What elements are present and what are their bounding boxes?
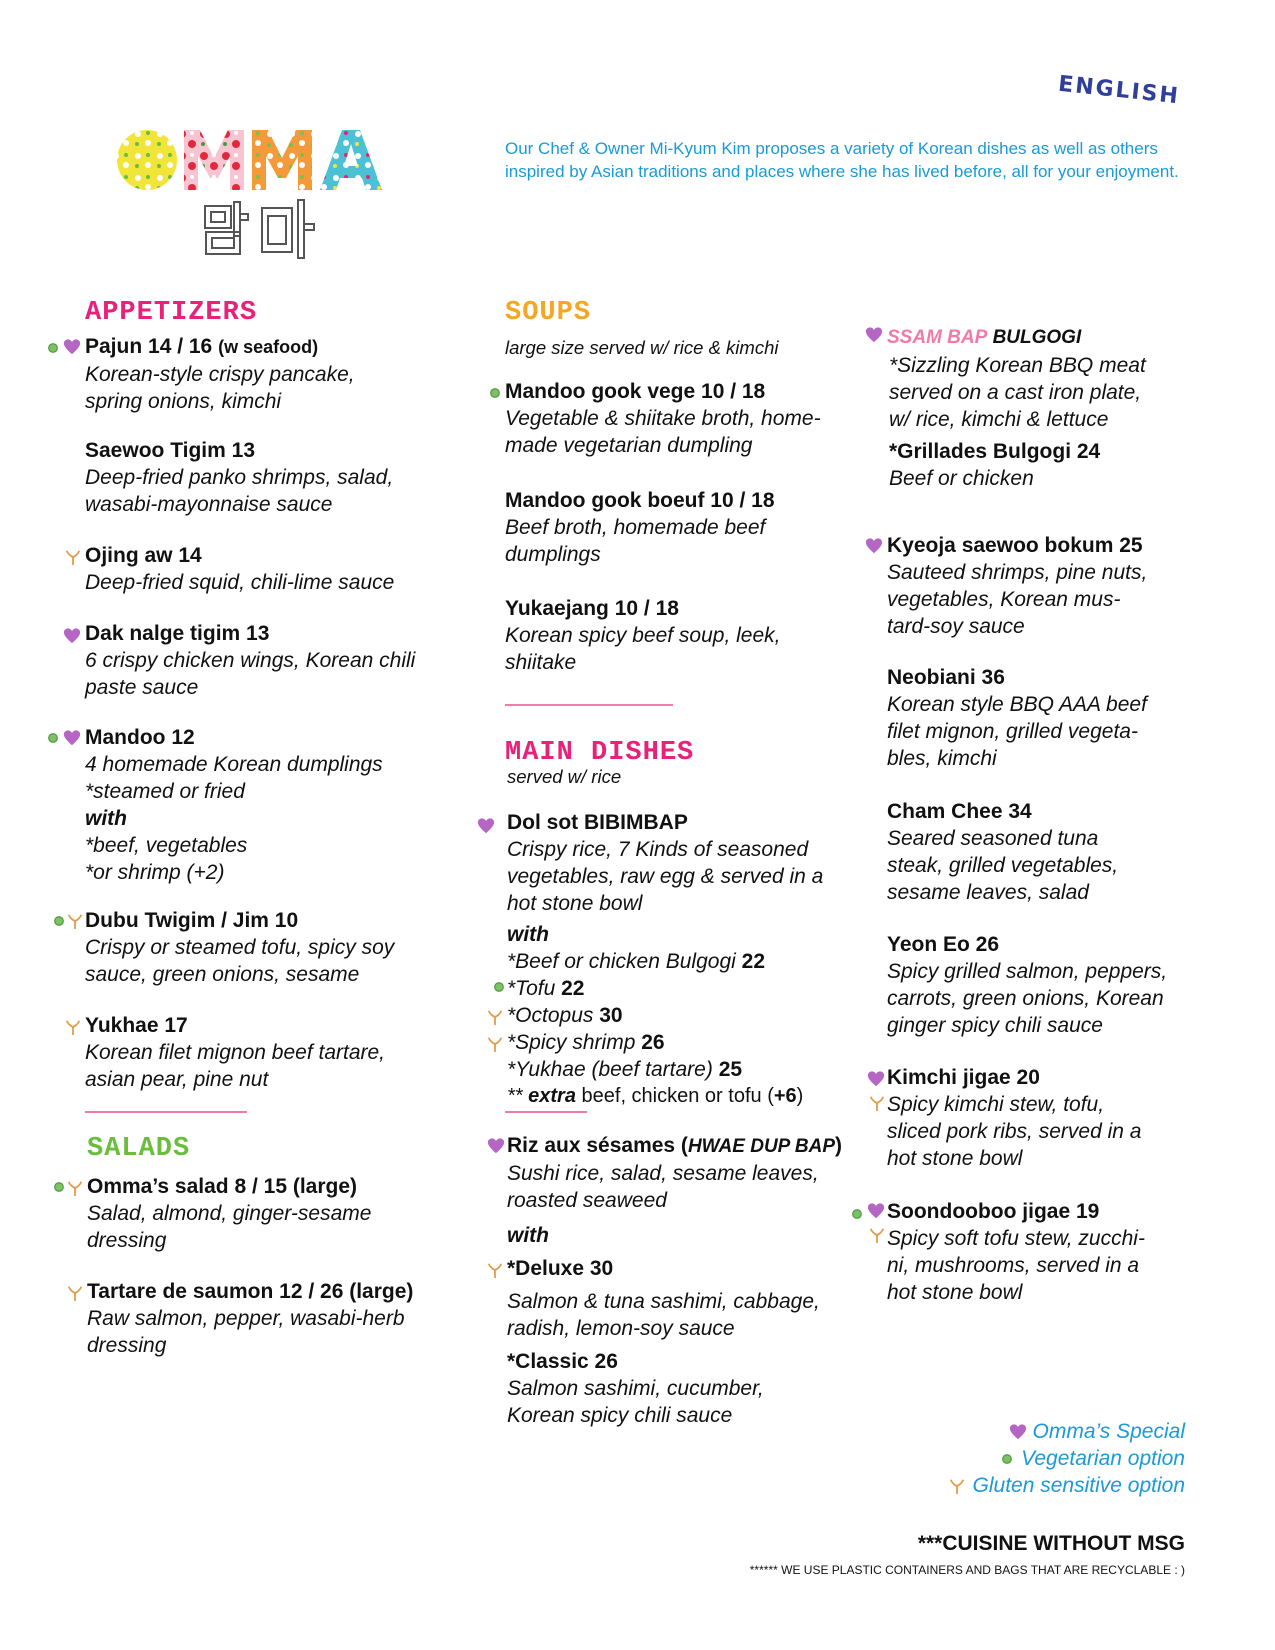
item-with: with xyxy=(85,807,127,830)
item-desc: Crispy rice, 7 Kinds of seasoned xyxy=(507,838,809,861)
legend-special xyxy=(1009,1420,1185,1444)
gluten-sensitive-icon xyxy=(67,1282,85,1304)
pajun-item xyxy=(85,333,355,415)
item-desc: hot stone bowl xyxy=(887,1281,1023,1304)
heart-icon xyxy=(63,728,83,750)
item-desc: Beef broth, homemade beef xyxy=(505,516,766,539)
main-subtitle: served w/ rice xyxy=(507,766,622,787)
option-price: 25 xyxy=(718,1058,743,1081)
deluxe-name: *Deluxe 30 xyxy=(507,1257,614,1280)
item-desc: Korean-style crispy pancake, xyxy=(85,363,355,386)
item-desc: vegetables, Korean mus- xyxy=(887,588,1121,611)
kimchi-jigae-item xyxy=(887,1064,1141,1172)
gluten-sensitive-icon xyxy=(487,1035,503,1053)
extra-paren: ) xyxy=(796,1085,804,1107)
kyeoja-item xyxy=(887,532,1147,640)
option-price: 22 xyxy=(741,950,766,973)
mandoo-vege-item xyxy=(505,378,821,459)
soups-title: SOUPS xyxy=(505,298,592,328)
extra-paren: ( xyxy=(767,1085,774,1107)
item-desc: made vegetarian dumpling xyxy=(505,434,753,457)
item-desc: Korean style BBQ AAA beef xyxy=(887,693,1147,716)
item-desc: Sushi rice, salad, sesame leaves, xyxy=(507,1162,819,1185)
item-desc: 6 crispy chicken wings, Korean chili xyxy=(85,649,416,672)
item-desc: Deep-fried panko shrimps, salad, xyxy=(85,466,394,489)
item-name: Yukaejang 10 / 18 xyxy=(505,597,679,620)
item-name: Mandoo gook vege 10 / 18 xyxy=(505,380,766,403)
heart-icon xyxy=(867,1202,887,1224)
option-name: *Tofu xyxy=(507,977,556,1000)
item-desc: shiitake xyxy=(505,651,577,674)
ssam-bap-label: SSAM BAP xyxy=(887,327,988,348)
gluten-sensitive-icon xyxy=(67,911,85,933)
item-desc: radish, lemon-soy sauce xyxy=(507,1317,735,1340)
item-desc: spring onions, kimchi xyxy=(85,390,282,413)
gluten-sensitive-icon xyxy=(65,546,83,568)
extra-price: +6 xyxy=(773,1085,797,1107)
bulgogi-label: BULGOGI xyxy=(992,327,1082,348)
item-desc: vegetables, raw egg & served in a xyxy=(507,865,824,888)
logo-korean xyxy=(0,0,1,1)
gluten-sensitive-icon xyxy=(949,1476,967,1496)
yukaejang-item xyxy=(505,595,781,676)
item-name: Kimchi jigae 20 xyxy=(887,1066,1040,1089)
item-desc: Salad, almond, ginger-sesame xyxy=(87,1202,372,1225)
item-desc: tard-soy sauce xyxy=(887,615,1025,638)
option-name: *Beef or chicken Bulgogi xyxy=(507,950,736,973)
intro-text: Our Chef & Owner Mi-Kyum Kim proposes a variety of Korean dishes as well as others inspired by Asian traditions and places where she has lived before, all for your enjoyment. xyxy=(505,139,1179,181)
item-desc: carrots, green onions, Korean xyxy=(887,987,1164,1010)
item-desc: Vegetable & shiitake broth, home- xyxy=(505,407,821,430)
item-desc: w/ rice, kimchi & lettuce xyxy=(889,408,1109,431)
item-desc: Crispy or steamed tofu, spicy soy xyxy=(85,936,395,959)
gluten-sensitive-icon xyxy=(487,1261,503,1279)
divider xyxy=(85,1111,247,1113)
item-desc: hot stone bowl xyxy=(507,892,643,915)
item-desc: *steamed or fried xyxy=(85,780,245,803)
option-name: *Octopus xyxy=(507,1004,594,1027)
item-desc: Sauteed shrimps, pine nuts, xyxy=(887,561,1148,584)
item-desc: Raw salmon, pepper, wasabi-herb xyxy=(87,1307,405,1330)
item-desc: *Sizzling Korean BBQ meat xyxy=(889,354,1146,377)
item-desc: dumplings xyxy=(505,543,601,566)
item-name: Riz aux sésames ( xyxy=(507,1134,688,1157)
riz-item xyxy=(507,1132,842,1429)
appetizers-title: APPETIZERS xyxy=(85,298,258,328)
item-desc: 4 homemade Korean dumplings xyxy=(85,753,383,776)
item-name: Saewoo Tigim 13 xyxy=(85,439,255,462)
item-desc: Deep-fried squid, chili-lime sauce xyxy=(85,571,395,594)
item-desc: Beef or chicken xyxy=(889,467,1034,490)
cham-chee-item xyxy=(887,798,1118,906)
item-desc: dressing xyxy=(87,1229,167,1252)
legend-veg-label: Vegetarian option xyxy=(1021,1447,1185,1470)
soups-subtitle: large size served w/ rice & kimchi xyxy=(505,337,779,358)
item-desc: dressing xyxy=(87,1334,167,1357)
item-desc: ni, mushrooms, served in a xyxy=(887,1254,1140,1277)
vegetarian-icon xyxy=(1001,1452,1015,1466)
gluten-sensitive-icon xyxy=(869,1226,887,1248)
omma-salad-item xyxy=(87,1173,371,1254)
item-with: with xyxy=(507,923,549,946)
extra-text: beef, chicken or tofu xyxy=(581,1085,762,1107)
legend-gluten-label: Gluten sensitive option xyxy=(972,1474,1185,1497)
yeon-eo-item xyxy=(887,931,1167,1039)
item-desc: bles, kimchi xyxy=(887,747,997,770)
item-desc: served on a cast iron plate, xyxy=(889,381,1142,404)
item-name: Dubu Twigim / Jim 10 xyxy=(85,909,299,932)
classic-name: *Classic 26 xyxy=(507,1350,618,1373)
heart-icon xyxy=(63,337,83,359)
item-name: Mandoo 12 xyxy=(85,726,195,749)
vegetarian-icon xyxy=(53,1177,67,1199)
main-dishes-title: MAIN DISHES xyxy=(505,738,695,768)
tartare-item xyxy=(87,1278,413,1359)
option-name: *Yukhae (beef tartare) xyxy=(507,1058,713,1081)
item-desc: steak, grilled vegetables, xyxy=(887,854,1119,877)
omma-logo xyxy=(110,128,450,278)
item-desc: sauce, green onions, sesame xyxy=(85,963,360,986)
no-msg-note: ***CUISINE WITHOUT MSG xyxy=(917,1532,1185,1555)
item-desc: Salmon sashimi, cucumber, xyxy=(507,1377,764,1400)
soondooboo-item xyxy=(887,1198,1145,1306)
item-desc: Spicy soft tofu stew, zucchi- xyxy=(887,1227,1145,1250)
heart-icon xyxy=(1009,1422,1027,1442)
item-desc: Korean filet mignon beef tartare, xyxy=(85,1041,386,1064)
ojing-item xyxy=(85,542,394,596)
gluten-sensitive-icon xyxy=(67,1177,85,1199)
item-desc: ginger spicy chili sauce xyxy=(887,1014,1103,1037)
item-desc: sesame leaves, salad xyxy=(887,881,1089,904)
extra-label: extra xyxy=(528,1085,576,1107)
item-desc: Spicy kimchi stew, tofu, xyxy=(887,1093,1105,1116)
item-name: Omma’s salad 8 / 15 (large) xyxy=(87,1175,358,1198)
yukhae-item xyxy=(85,1012,385,1093)
option-name: *Spicy shrimp xyxy=(507,1031,636,1054)
extra-stars: ** xyxy=(507,1085,523,1107)
item-name: Yukhae 17 xyxy=(85,1014,188,1037)
option-price: 22 xyxy=(561,977,585,1000)
item-desc: asian pear, pine nut xyxy=(85,1068,269,1091)
legend-special-label: Omma’s Special xyxy=(1032,1420,1185,1443)
item-note: (w seafood) xyxy=(218,337,319,357)
heart-icon xyxy=(865,326,885,348)
dubu-item xyxy=(85,907,394,988)
item-desc: filet mignon, grilled vegeta- xyxy=(887,720,1138,743)
saewoo-item xyxy=(85,437,393,518)
vegetarian-icon xyxy=(493,981,505,993)
item-desc: wasabi-mayonnaise sauce xyxy=(85,493,333,516)
vegetarian-icon xyxy=(489,382,503,404)
heart-icon xyxy=(477,813,497,835)
vegetarian-icon xyxy=(47,728,61,750)
legend-gluten xyxy=(949,1474,1185,1498)
item-desc: Salmon & tuna sashimi, cabbage, xyxy=(507,1290,820,1313)
vegetarian-icon xyxy=(53,911,67,933)
item-desc: hot stone bowl xyxy=(887,1147,1023,1170)
dak-item xyxy=(85,620,415,701)
divider xyxy=(505,1111,587,1113)
item-with: with xyxy=(507,1224,549,1247)
legend-veg xyxy=(1001,1447,1185,1471)
gluten-sensitive-icon xyxy=(65,1016,83,1038)
item-desc: Spicy grilled salmon, peppers, xyxy=(887,960,1168,983)
grillades-name: *Grillades Bulgogi 24 xyxy=(889,440,1101,463)
heart-icon xyxy=(63,624,83,646)
gluten-sensitive-icon xyxy=(487,1008,503,1026)
item-desc: paste sauce xyxy=(85,676,199,699)
item-name: Cham Chee 34 xyxy=(887,800,1032,823)
mandoo-boeuf-item xyxy=(505,487,775,568)
heart-icon xyxy=(487,1136,507,1158)
item-desc: *beef, vegetables xyxy=(85,834,248,857)
item-name: Yeon Eo 26 xyxy=(887,933,1000,956)
item-desc: sliced pork ribs, served in a xyxy=(887,1120,1142,1143)
item-desc: Seared seasoned tuna xyxy=(887,827,1099,850)
item-name-end: ) xyxy=(835,1134,843,1157)
item-name-italic: HWAE DUP BAP xyxy=(687,1136,836,1157)
vegetarian-icon xyxy=(851,1206,865,1228)
recycle-note: ****** WE USE PLASTIC CONTAINERS AND BAGS THAT ARE RECYCLABLE : ) xyxy=(749,1563,1185,1577)
mandoo-item xyxy=(85,724,383,886)
option-price: 30 xyxy=(599,1004,623,1027)
item-name: Dol sot BIBIMBAP xyxy=(507,811,688,834)
item-name: Kyeoja saewoo bokum 25 xyxy=(887,534,1143,557)
dolsot-item xyxy=(507,809,823,1110)
item-name: Neobiani 36 xyxy=(887,666,1005,689)
option-price: 26 xyxy=(641,1031,665,1054)
heart-icon xyxy=(867,1070,887,1092)
item-name: Tartare de saumon 12 / 26 (large) xyxy=(87,1280,414,1303)
ssam-bap-item xyxy=(887,326,1146,492)
gluten-sensitive-icon xyxy=(869,1094,887,1116)
neobiani-item xyxy=(887,664,1147,772)
salads-title: SALADS xyxy=(87,1134,191,1164)
item-name: Ojing aw 14 xyxy=(85,544,202,567)
item-name: Mandoo gook boeuf 10 / 18 xyxy=(505,489,775,512)
heart-icon xyxy=(865,536,885,558)
item-desc: roasted seaweed xyxy=(507,1189,667,1212)
item-desc: Korean spicy chili sauce xyxy=(507,1404,733,1427)
item-desc: *or shrimp (+2) xyxy=(85,861,225,884)
item-name: Pajun 14 / 16 xyxy=(85,335,213,358)
item-desc: Korean spicy beef soup, leek, xyxy=(505,624,781,647)
item-name: Dak nalge tigim 13 xyxy=(85,622,270,645)
divider xyxy=(505,704,673,706)
language-label[interactable]: ENGLISH xyxy=(1057,71,1181,110)
item-name: Soondooboo jigae 19 xyxy=(887,1200,1100,1223)
